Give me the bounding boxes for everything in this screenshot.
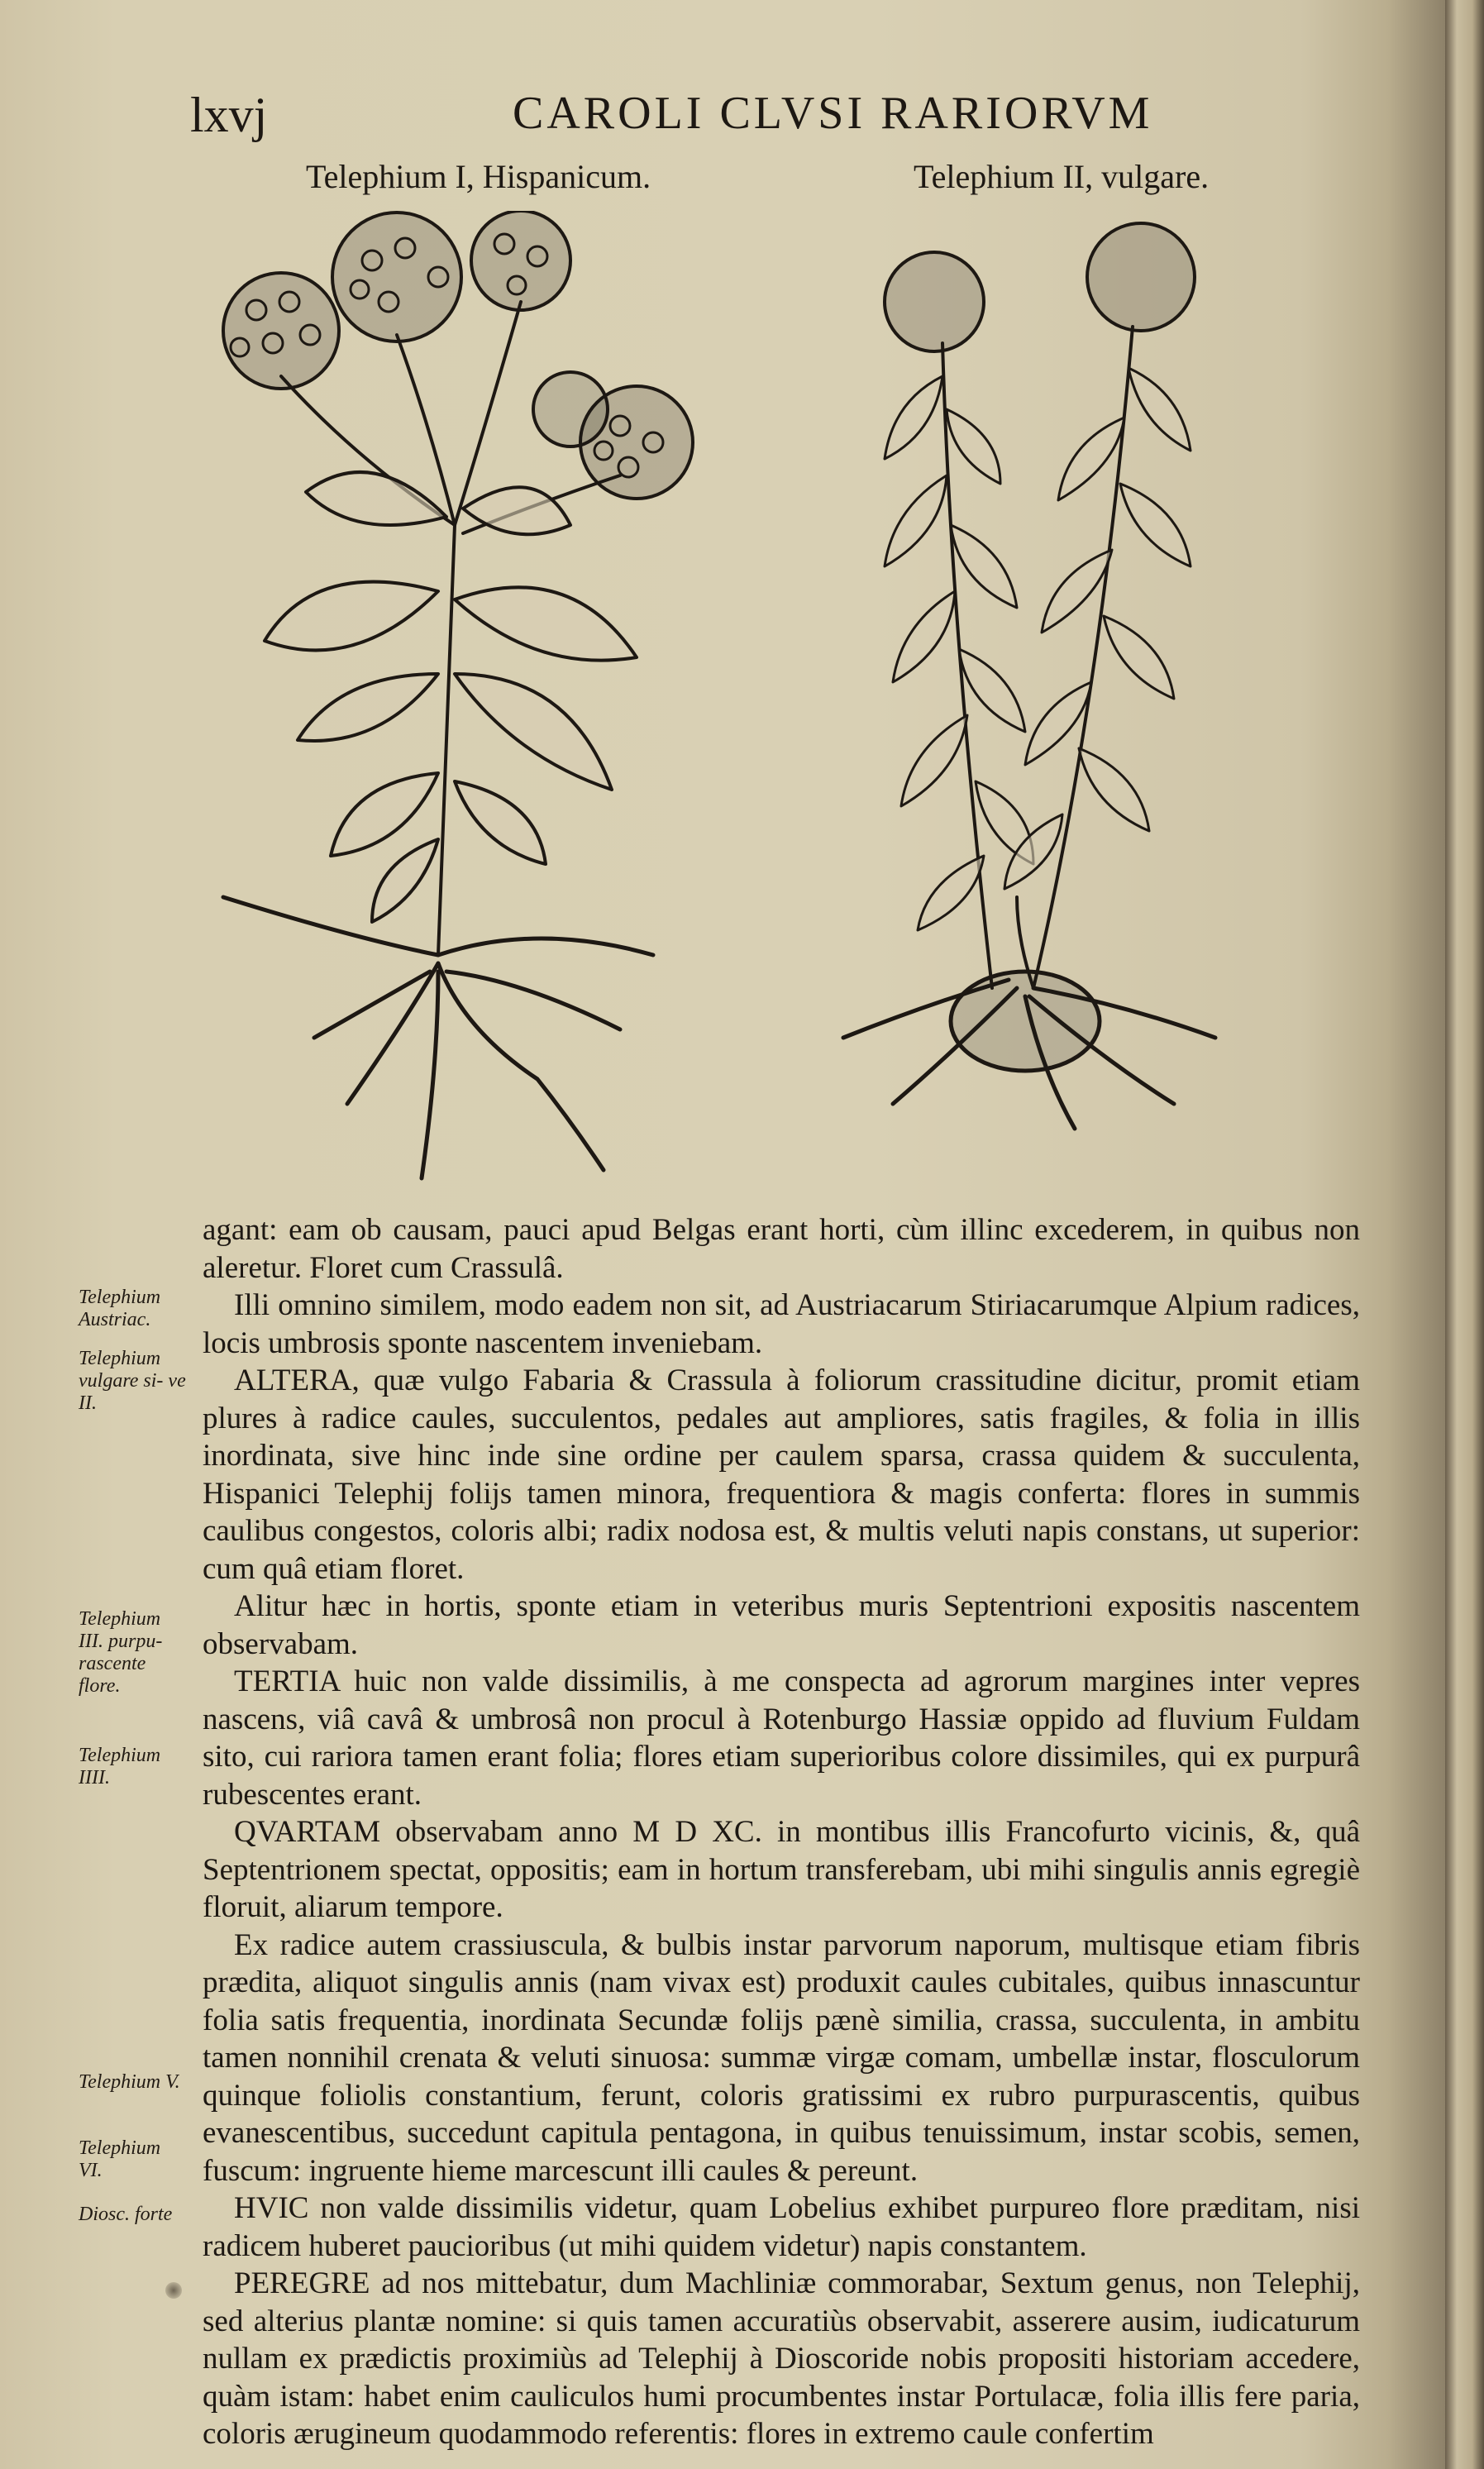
folio-number: lxvj xyxy=(190,88,268,142)
paragraph: HVIC non valde dissimilis videtur, quam Lobelius exhibet purpureo flore præditam, nisi radicem huberet paucioribus (ut mihi quidem videtur) napis constantem. xyxy=(203,2191,1360,2263)
flower-head-icon xyxy=(885,223,1195,351)
marginal-note: Diosc. forte xyxy=(79,2204,173,2225)
paragraph: Alitur hæc in hortis, sponte etiam in veteribus muris Septentrioni expositis nascentem observabam. xyxy=(203,1589,1360,1661)
paragraph: Illi omnino similem, modo eadem non sit, ad Austriacarum Stiriacarumque Alpium radices, locis umbrosis sponte nascentem inveniebam. xyxy=(203,1288,1360,1360)
woodcut-telephium-vulgare xyxy=(827,211,1323,1187)
leaves xyxy=(885,368,1191,930)
paragraph: QVARTAM observabam anno M D XC. in montibus illis Francofurto vicinis, &, quâ Septentrionem spectat, oppositis; eam in hortum transferebam, ubi mihi singulis annis egregiè floruit, aliarum tempore. xyxy=(203,1815,1360,1924)
flower-cluster-icon xyxy=(223,211,693,499)
marginal-note: Telephium III. purpu- rascente flore. xyxy=(79,1608,163,1697)
figure-caption-left: Telephium I, Hispanicum. xyxy=(306,158,651,195)
leaves xyxy=(265,472,637,922)
book-fore-edge xyxy=(1445,0,1484,2469)
marginal-note: Telephium Austriac. xyxy=(79,1287,161,1330)
marginal-note: Telephium IIII. xyxy=(79,1745,161,1788)
paragraph: PEREGRE ad nos mittebatur, dum Machliniæ commorabar, Sextum genus, non Telephij, sed alterius plantæ nomine: si quis tamen accuratiùs observabit, asserere ausim, iudicaturum nullam ex prædictis proximiùs ad Telephij à Dioscoride nobis propositi historiam accedere, quàm istam: habet enim cauliculos humi procumbentes instar Portulacæ, folia illis fere paria, coloris ærugineum quodammodo referentis: flores in extremo caule confertim xyxy=(203,2266,1360,2451)
paragraph: ALTERA, quæ vulgo Fabaria & Crassula à foliorum crassitudine dicitur, promit etiam plures à radice caules, succulentos, pedales aut ampliores, satis fragiles, & folia in illis inordinata, sive hinc inde sine ordine per caulem sparsa, crassa quidem & succulenta, Hispanici Telephij folijs tamen minora, frequentiora & magis conferta: flores in summis caulibus congestos, coloris albi; radix nodosa est, & multis veluti napis constans, ut superior: cum quâ etiam floret. xyxy=(203,1363,1360,1586)
running-title: CAROLI CLVSI RARIORVM xyxy=(513,88,1153,139)
roots xyxy=(843,972,1215,1129)
paragraph: agant: eam ob causam, pauci apud Belgas erant horti, cùm illinc excederem, in quibus non aleretur. Floret cum Crassulâ. xyxy=(203,1213,1360,1285)
ink-smudge xyxy=(165,2282,182,2299)
marginal-note: Telephium V. xyxy=(79,2071,180,2093)
marginal-note: Telephium vulgare si- ve II. xyxy=(79,1348,186,1414)
paragraph: TERTIA huic non valde dissimilis, à me conspecta ad agrorum margines inter vepres nascens, viâ cavâ & umbrosâ non procul à Rotenburgo Hassiæ oppido ad fluvium Fuldam sito, cui rariora tamen erant folia; flores etiam superioribus colore dissimiles, qui ex purpurâ rubescentes erant. xyxy=(203,1664,1360,1812)
body-text xyxy=(203,1211,1360,2453)
woodcut-telephium-hispanicum xyxy=(190,211,728,1187)
paragraph: Ex radice autem crassiuscula, & bulbis instar parvorum naporum, multisque etiam fibris prædita, aliquot singulis annis (nam vivax est) produxit caules cubitales, quibus innascuntur folia satis frequentia, inordinata Secundæ folijs pænè similia, crassa, succulenta, in ambitu tamen nonnihil crenata & veluti sinuosa: summæ virgæ comam, umbellæ instar, flosculorum quinque foliolis constantium, ferunt, coloris gratissimi ex rubro purpurascentis, quibus evanescentibus, succedunt capitula pentagona, in quibus tenuissimum, instar scobis, semen, fuscum: ingruente hieme marcescunt illi caules & pereunt. xyxy=(203,1927,1360,2188)
figure-caption-right: Telephium II, vulgare. xyxy=(914,158,1210,195)
marginal-note: Telephium VI. xyxy=(79,2137,161,2181)
page-header xyxy=(190,79,1362,145)
